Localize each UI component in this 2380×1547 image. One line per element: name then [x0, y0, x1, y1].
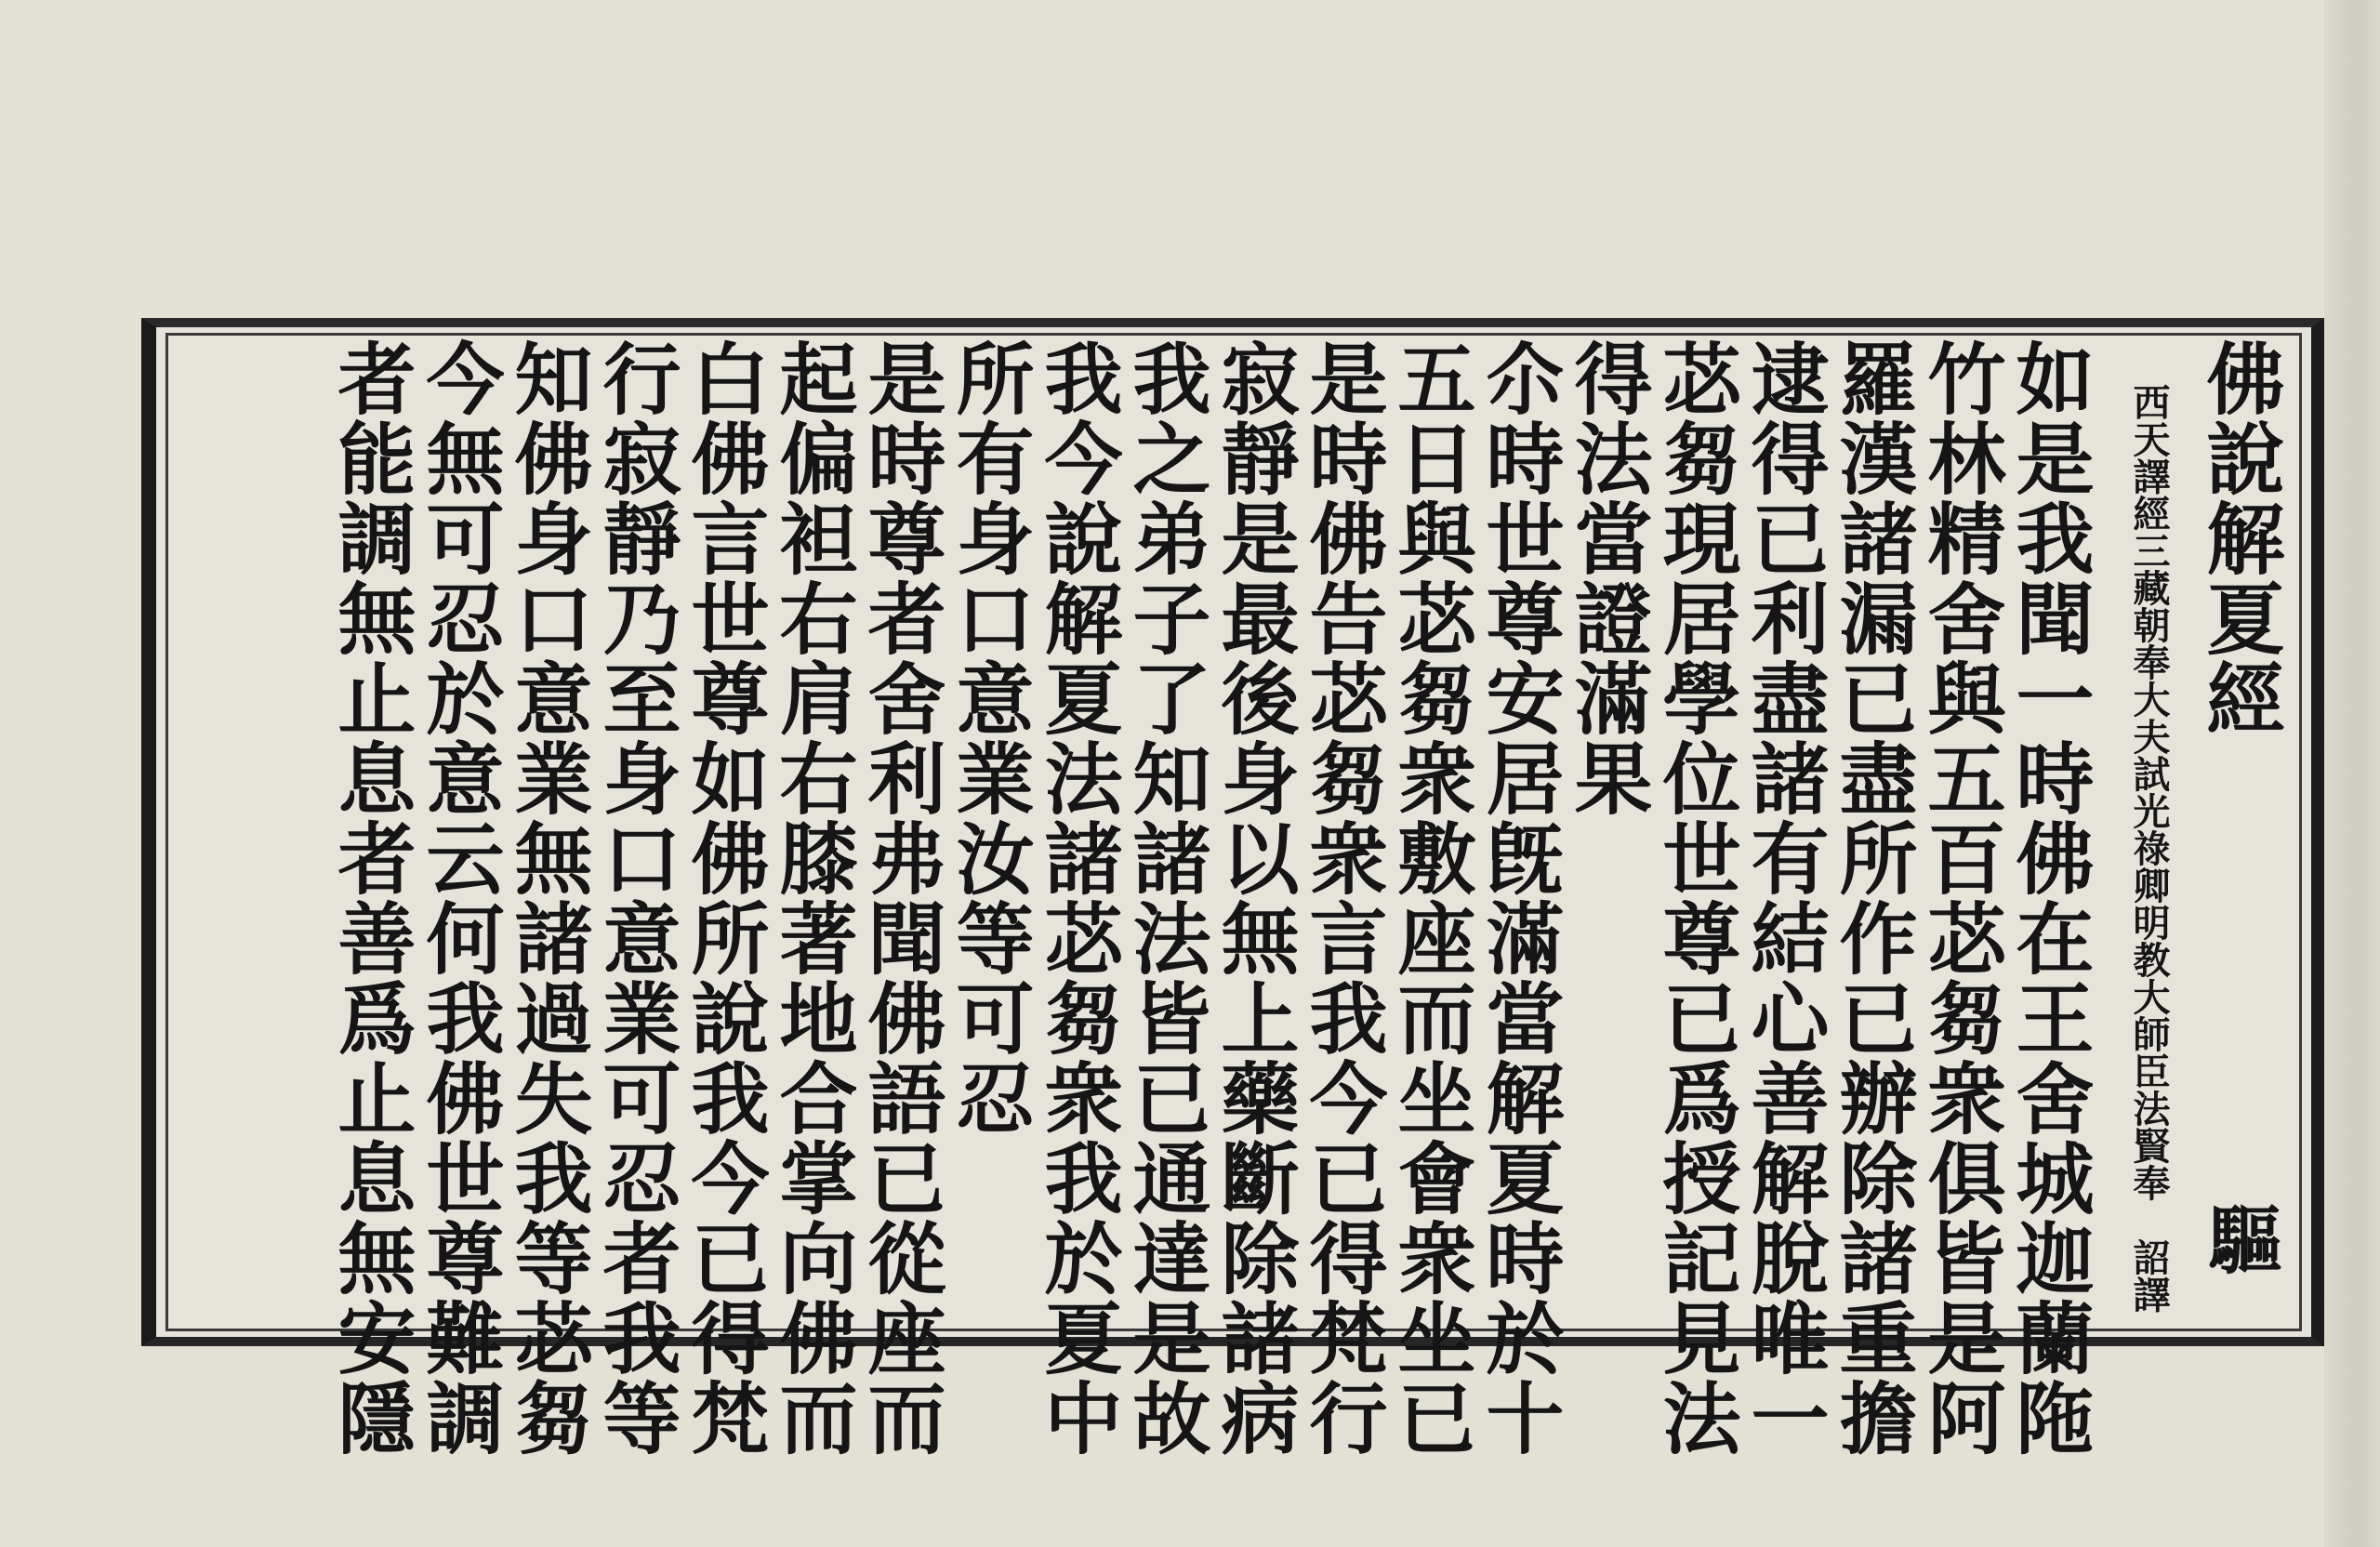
text-column-5: 苾芻現居學位世尊已爲授記見法 [1650, 338, 1742, 1458]
text-column-10: 寂靜是最後身以無上藥斷除諸病 [1209, 338, 1301, 1458]
page-gutter [2324, 0, 2380, 1547]
text-column-19: 今無可忍於意云何我佛世尊難調 [414, 338, 506, 1458]
text-column-12: 我今說解夏法諸苾芻衆我於夏中 [1032, 338, 1124, 1458]
text-column-15: 起偏袒右肩右膝著地合掌向佛而 [767, 338, 859, 1458]
text-column-11: 我之弟子了知諸法皆已通達是故 [1120, 338, 1212, 1458]
text-column-8: 五日與苾芻衆敷座而坐會衆坐已 [1385, 338, 1477, 1458]
text-column-18: 知佛身口意業無諸過失我等苾芻 [502, 338, 594, 1458]
text-column-20: 者能調無止息者善爲止息無安隱 [325, 338, 417, 1458]
text-column-3: 羅漢諸漏已盡所作已辦除諸重擔 [1827, 338, 1919, 1458]
translator-tail-char: 驅 [2196, 1201, 2283, 1277]
bleed-through-mark [1069, 139, 1292, 177]
text-column-9: 是時佛告苾芻衆言我今已得梵行 [1297, 338, 1389, 1458]
text-column-13: 所有身口意業汝等可忍 [944, 338, 1036, 1138]
text-column-7: 尒時世尊安居旣滿當解夏時於十 [1474, 338, 1566, 1458]
text-column-6: 得法當證滿果 [1562, 338, 1654, 818]
text-column-2: 竹林精舍與五百苾芻衆俱皆是阿 [1915, 338, 2007, 1458]
translator-credit: 西天譯經三藏朝奉大夫試光祿卿明教大師臣法賢奉 詔譯 [2127, 383, 2171, 1313]
text-column-1: 如是我聞一時佛在王舍城迦蘭陁 [2003, 338, 2096, 1458]
text-column-14: 是時尊者舍利弗聞佛語已從座而 [855, 338, 947, 1458]
sutra-title: 佛說解夏經 [2194, 338, 2286, 738]
text-column-4: 逮得已利盡諸有結心善解脫唯一 [1739, 338, 1831, 1458]
text-column-17: 行寂靜乃至身口意業可忍者我等 [590, 338, 682, 1458]
printed-block-frame [141, 318, 2324, 1458]
text-column-16: 白佛言世尊如佛所說我今已得梵 [679, 338, 771, 1458]
